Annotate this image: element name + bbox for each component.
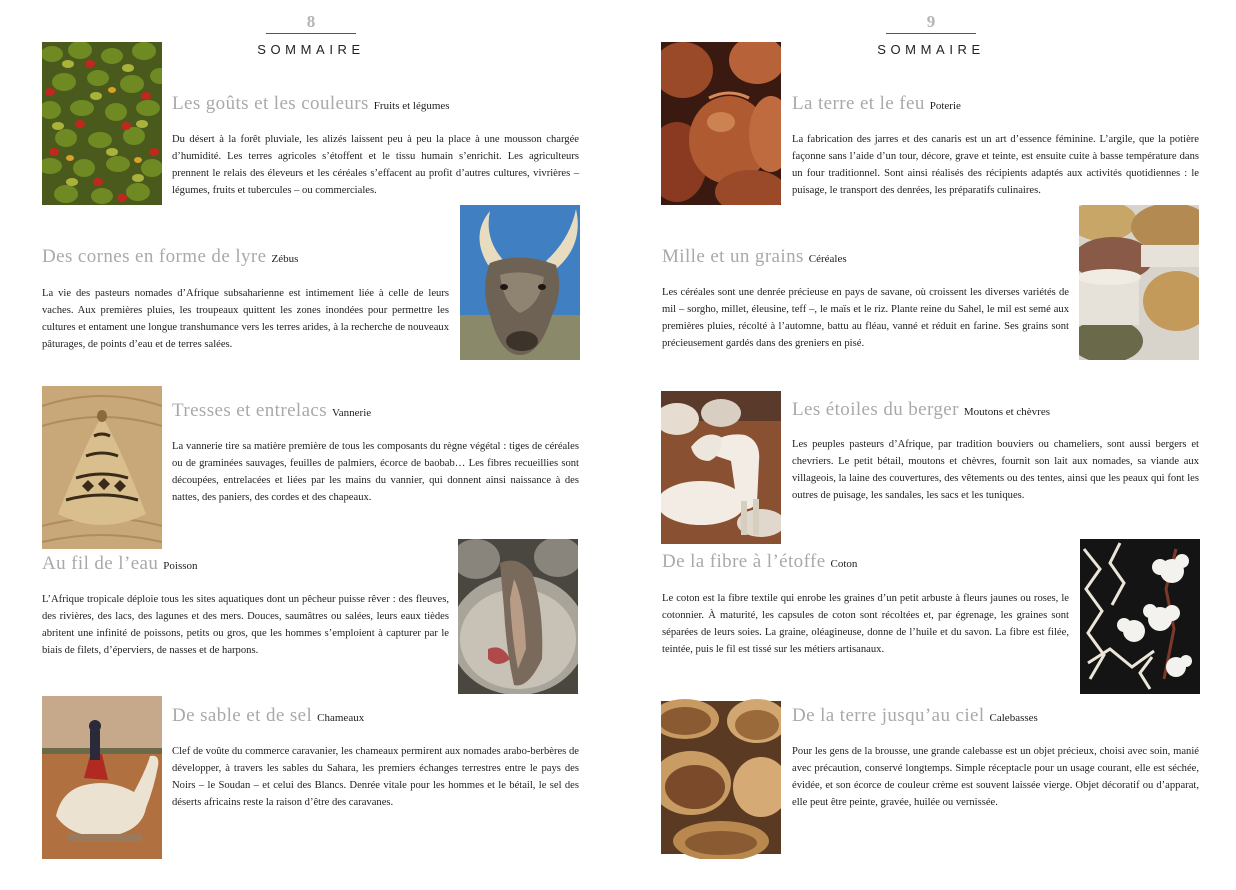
section-text: Les peuples pasteurs d’Afrique, par tradition bouviers ou chameliers, sont aussi bergers et chevriers. Le petit bétail, moutons et chèvres, fournit son lait aux nomades, sa viande aux villageois, la laine des couvertures, des vêtements ou des tentes, ainsi que les peaux qui font les outres de puisage, les sandales, les sacs et les tuniques. <box>792 439 1199 501</box>
section-title <box>792 92 961 118</box>
section-subtitle: Coton <box>830 558 858 570</box>
section-subtitle: Chameaux <box>317 712 365 724</box>
section-text: La vannerie tire sa matière première de tous les composants du règne végétal : tiges de céréales ou de graminées sauvages, feuilles de palmiers, écorce de baobab… Les fibres recueillies sont découpées, entrelacées et liées par les mains du vannier, qui donnent ainsi naissance à des nattes, des paniers, des cordes et des chapeaux. <box>172 441 579 503</box>
section-subtitle: Calebasses <box>989 712 1038 724</box>
section-subtitle: Zébus <box>271 253 299 265</box>
section-text: Du désert à la forêt pluviale, les alizés laissent peu à peu la place à une mousson chargée d’humidité. Les terres agricoles s’étoffent et le tissu humain s’enrichit. Les agriculteurs prennent le relais des éleveurs et les céréales s’effacent au profit d’autres cultures, vivrières – légumes, fruits et tubercules – ou commerciales. <box>172 134 579 196</box>
section-text: Clef de voûte du commerce caravanier, les chameaux permirent aux nomades arabo-berbères de développer, à travers les sables du Sahara, les premiers échanges terrestres entre le pays des Noirs – le Soudan – et celui des Blancs. Denrée vitale pour les hommes et le bétail, le sel des déserts africains reste la raison d’être des caravanes. <box>172 746 579 808</box>
section-title-text: De la terre jusqu’au ciel <box>792 705 985 726</box>
section-title <box>172 399 371 425</box>
section-subtitle: Poisson <box>163 560 198 572</box>
section-subtitle: Vannerie <box>332 407 372 419</box>
zebu-photo-icon <box>460 205 580 360</box>
grain-sacks-photo-icon <box>1079 205 1199 360</box>
section-subtitle: Moutons et chèvres <box>963 406 1051 418</box>
section-title-text: Mille et un grains <box>662 246 804 267</box>
page-number: 8 <box>306 12 316 31</box>
section-title <box>792 704 1038 730</box>
section-text: Les céréales sont une denrée précieuse en pays de savane, où croissent les diverses variétés de mil – sorgho, millet, éleusine, teff –, le maïs et le riz. Plante reine du Sahel, le mil est semé aux premières pluies, récolté à l’automne, battu au fléau, vanné et réduit en farine. Ses grains sont précieusement gardés dans des greniers en pisé. <box>662 287 1069 349</box>
section-title <box>42 552 198 578</box>
section-title-text: Les étoiles du berger <box>792 399 959 420</box>
section-title-text: Les goûts et les couleurs <box>172 93 369 114</box>
section-subtitle: Céréales <box>808 253 847 265</box>
section-title-text: De la fibre à l’étoffe <box>662 551 826 572</box>
section-title <box>42 245 298 271</box>
cotton-photo-icon <box>1080 539 1200 694</box>
page-heading: SOMMAIRE <box>257 42 365 57</box>
section-text: Le coton est la fibre textile qui enrobe les graines d’un petit arbuste à fleurs jaunes ou roses, le cotonnier. À maturité, les capsules de coton sont récoltées et, par égrenage, les graines sont séparées de leurs soies. La graine, oléagineuse, donne de l’huile et du savon. La fibre est filée, teintée, puis le fil est tissé sur les métiers artisanaux. <box>662 593 1069 655</box>
section-title-text: La terre et le feu <box>792 93 925 114</box>
section-title-text: De sable et de sel <box>172 705 313 726</box>
page-number: 9 <box>926 12 936 31</box>
camel-photo-icon <box>42 696 162 859</box>
page-number-rule <box>266 33 356 34</box>
clay-pots-photo-icon <box>661 42 781 205</box>
section-title-text: Tresses et entrelacs <box>172 400 328 421</box>
section-subtitle: Poterie <box>929 100 961 112</box>
section-text: La vie des pasteurs nomades d’Afrique subsaharienne est intimement liée à celle de leurs vaches. Aux premières pluies, les troupeaux quittent les zones inondées pour permettre les cultures et entament une longue transhumance vers les terres arides, à la recherche de nouveaux pâturages, de points d’eau et de terres salées. <box>42 288 449 350</box>
section-title <box>172 92 450 118</box>
section-text: La fabrication des jarres et des canaris est un art d’essence féminine. L’argile, que la potière façonne sans l’aide d’un tour, décore, grave et teinte, est ensuite cuite à basse température dans un four traditionnel. Sont ainsi réalisés des récipients adaptés aux activités quotidiennes : le puisage, le transport des denrées, les préparatifs culinaires. <box>792 134 1199 196</box>
section-title <box>172 704 364 730</box>
page-number-rule <box>886 33 976 34</box>
peppers-photo-icon <box>42 42 162 205</box>
calabash-photo-icon <box>661 696 781 859</box>
woven-basket-photo-icon <box>42 386 162 549</box>
section-subtitle: Fruits et légumes <box>373 100 450 112</box>
fish-bowls-photo-icon <box>458 539 578 694</box>
section-text: L’Afrique tropicale déploie tous les sites aquatiques dont un pêcheur puisse rêver : des fleuves, des rivières, des lacs, des lagunes et des mers. Douces, saumâtres ou salées, leurs eaux tièdes abritent une infinité de poissons, petits ou gros, que les hommes s’emploient à capturer par le biais de filets, d’éperviers, de nasses et de harpons. <box>42 594 449 656</box>
section-text: Pour les gens de la brousse, une grande calebasse est un objet précieux, choisi avec soin, manié avec précaution, conservé longtemps. Simple réceptacle pour un usage courant, elle est séchée, évidée, et son écorce de couleur crème est souvent laissée vierge. Objet décoratif ou d’apparat, elle peut être peinte, gravée, huilée ou vernissée. <box>792 746 1199 808</box>
page-heading: SOMMAIRE <box>877 42 985 57</box>
section-title-text: Au fil de l’eau <box>42 553 159 574</box>
sheep-photo-icon <box>661 386 781 549</box>
section-title <box>662 550 857 576</box>
right-page <box>618 0 1236 890</box>
section-title <box>792 398 1050 424</box>
section-title <box>662 245 847 271</box>
section-title-text: Des cornes en forme de lyre <box>42 246 267 267</box>
